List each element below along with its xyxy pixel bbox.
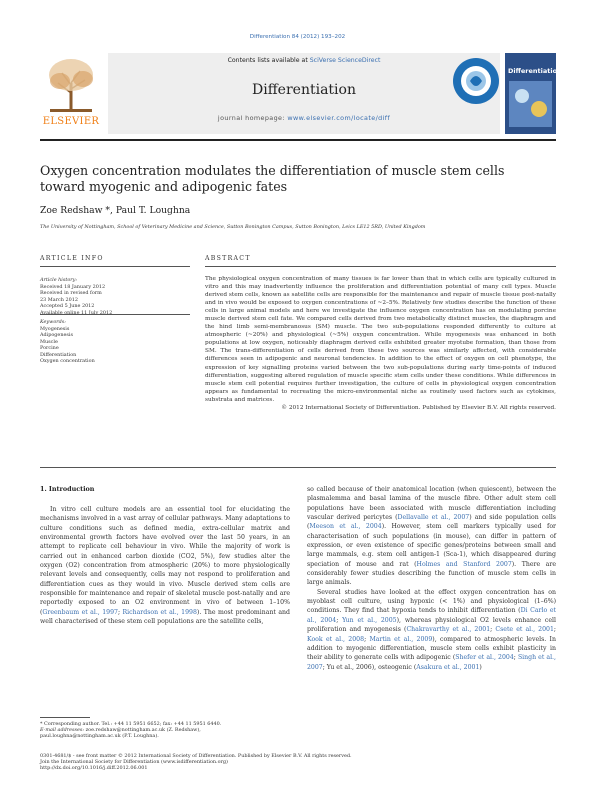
citation-link[interactable]: Kook et al., 2008 [307, 635, 365, 643]
citation-link[interactable]: Singh et al., 2007 [307, 654, 556, 671]
text-run: ). However, stem cell markers typically used for characterisation of such populations (in mouse), can differ in pattern of expression, or even existence of specific genes/proteins between small and large mammals, e.g. stem cell antigen-1 (Sca-1), which disappeared during speciation of mouse and rat ( [307, 523, 556, 568]
article-info-rule [40, 266, 190, 267]
citation-link[interactable]: Dellavalle et al., 2007 [397, 514, 470, 522]
keyword-item: Adipogenesis [40, 332, 73, 338]
keyword-item: Porcine [40, 345, 59, 351]
article-title-line2: toward myogenic and adipogenic fates [40, 179, 288, 194]
left-column [40, 505, 290, 626]
intro-heading: 1. Introduction [40, 485, 95, 493]
journal-citation[interactable]: Differentiation 84 (2012) 193–202 [249, 34, 346, 40]
text-run: Several studies have looked at the effect oxygen concentration has on myoblast cell culture, using hypoxic (< 1%) and physiological (1–6%) conditions. They find that hypoxia tends to inhibit differentiation ( [307, 588, 556, 615]
header-rule [40, 139, 556, 141]
sciencedirect-link[interactable]: SciVerse ScienceDirect [309, 57, 381, 64]
author-list: Zoe Redshaw *, Paul T. Loughna [40, 205, 191, 216]
citation-link[interactable]: Asakura et al., 2001 [416, 663, 480, 671]
bottom-matter [40, 753, 352, 772]
abstract-bottom-rule [40, 467, 556, 468]
keywords-label: Keywords: [40, 319, 66, 325]
abstract-heading: ABSTRACT [205, 255, 251, 262]
history-item: Available online 11 July 2012 [40, 309, 113, 316]
article-title [40, 163, 556, 195]
text-run: ; [336, 616, 343, 624]
contents-prefix: Contents lists available at [227, 57, 310, 64]
citation-link[interactable]: Martin et al., 2009 [369, 635, 433, 643]
text-run: ; [553, 626, 557, 634]
text-run: so called because of their anatomical location (when quiescent), between the plasmalemma and basal lamina of the muscle fibre. Other adult stem cell populations have been associated with muscle differentiation including vascular derived pericytes ( [307, 486, 556, 522]
text-run: In vitro cell culture models are an essential tool for elucidating the mechanisms involved in a vast array of cellular pathways. Many adaptations to culture conditions such as defined media, extra-cellular matrix and environmental growth factors have evolved over the last 50 years, in an attempt to replicate cell behaviour in vivo. While the majority of work is carried out in enhanced carbon dioxide (CO2, 5%), few studies alter the oxygen (O2) concentration from atmospheric (20%) to more physiologically relevant levels and consequently, cells may not respond to proliferation and differentiation cues as they would in vivo. Muscle derived stem cells are responsible for maintenance and repair of skeletal muscle post-natally and are reportedly exposed to an O2 environment in vivo of between 1–10% ( [40, 506, 290, 616]
text-run: ), compared to atmospheric levels. In addition to myogenic differentiation, muscle stem cells exhibit plasticity in their ability to generate cells with adipogenic ( [307, 635, 556, 662]
text-run: ), whereas physiological O2 levels enhance cell proliferation and myogenesis ( [307, 616, 556, 634]
doi-link[interactable]: http://dx.doi.org/10.1016/j.diff.2012.06.001 [40, 765, 148, 772]
keyword-item: Differentiation [40, 351, 77, 358]
email-addresses[interactable]: zoe.redshaw@nottingham.ac.uk (Z. Redshaw), [84, 727, 201, 734]
citation-link[interactable]: Richardson et al., 1998 [122, 608, 197, 616]
footnote-rule [40, 717, 90, 718]
abstract-text: The physiological oxygen concentration of many tissues is far lower than that in which cells are typically cultured in vitro and this may inadvertently influence the proliferation and differentiation potential of many cell types. Muscle derived stem cells, known as satellite cells are responsible for the maintenance and repair of muscle tissue post-natally and in vivo would be exposed to oxygen concentrations of ~2–5%. Relatively few studies describe the function of these cells in large animal models and here we investigate the influence oxygen concentration has on modulating porcine muscle derived stem cell fate. We compared cells derived from two metabolically distinct muscles, the diaphragm and the hind limb semi-membranosus (SM) muscle. The two sub-populations responded differently to culture at atmospheric (~20%) and physiological (~5%) oxygen concentration. While myogenesis was enhanced in both populations at low oxygen, noticeably diaphragm derived cells exhibited greater myotube formation, than those from SM. The trans-differentiation of cells derived from these two sources was similarly affected, with considerable differences seen in adipogenic and neuronal tendencies. In addition to the effect of oxygen on cell phenotype, the expression of key signalling proteins varied between the two sub-populations during early time-points of induced differentiation, suggesting altered regulation of muscle specific stem cells under these conditions. While differences in muscle stem cell potential requires further investigation, the culture of cells in physiological oxygen concentration appears as fundamental to recreating the micro-environmental niche as routinely used factors such as cytokines, substrata and matrices. [205, 276, 556, 403]
join-society-line[interactable]: Join the International Society for Differentiation (www.isdifferentiation.org) [40, 759, 228, 766]
paragraph [40, 505, 290, 626]
text-run: ; Yu et al., 2006), osteogenic ( [322, 663, 417, 671]
keyword-item: Myogenesis [40, 325, 70, 332]
footnotes [40, 721, 290, 740]
citation-link[interactable]: Di Carlo et al., 2004 [307, 607, 556, 624]
article-title-line1: Oxygen concentration modulates the differentiation of muscle stem cells [40, 163, 505, 178]
text-run: ; [490, 626, 496, 634]
text-run: ; [117, 608, 123, 616]
keyword-item: Oxygen concentration [40, 358, 95, 364]
cover-title: Differentiation [508, 67, 562, 75]
history-item: Accepted 5 June 2012 [40, 303, 95, 309]
text-run: ; [364, 635, 370, 643]
homepage-link[interactable]: www.elsevier.com/locate/diff [287, 114, 391, 122]
text-run: ) [479, 663, 482, 671]
citation-link[interactable]: Yun et al., 2005 [342, 616, 397, 624]
article-info-heading: ARTICLE INFO [40, 255, 104, 262]
history-rule [40, 314, 190, 315]
paragraph [307, 485, 556, 588]
history-item: 23 March 2012 [40, 296, 78, 303]
keywords-list [40, 319, 190, 365]
text-run: ). The most predominant and well characterised of these stem cell populations are the satellite cells, [40, 608, 290, 626]
publisher-logo-text: ELSEVIER [42, 116, 100, 127]
homepage-line [108, 114, 500, 122]
abstract-body [205, 275, 556, 412]
right-column [307, 485, 556, 672]
homepage-prefix: journal homepage: [217, 114, 288, 122]
history-item: Received in revised form [40, 290, 102, 296]
abstract-rule [205, 266, 556, 267]
corresponding-author-note: * Corresponding author. Tel.: +44 11 5951 6652; fax: +44 11 5951 6440. [40, 721, 222, 727]
citation-link[interactable]: Meeson et al., 2004 [309, 523, 382, 531]
history-label: Article history: [40, 277, 78, 283]
society-seal-logo [452, 57, 500, 105]
citation-link[interactable]: Csete et al., 2001 [495, 626, 554, 634]
email-label: E-mail addresses: [40, 727, 85, 734]
author-affiliation: The University of Nottingham, School of Veterinary Medicine and Science, Sutton Bonington Campus, Sutton Bonington, Leics LE12 5RD, United Kingdom [40, 224, 426, 230]
abstract-copyright: © 2012 International Society of Differentiation. Published by Elsevier B.V. All rights reserved. [281, 404, 556, 411]
journal-cover-image [505, 53, 562, 134]
contents-line [108, 57, 500, 64]
keyword-item: Muscle [40, 338, 58, 345]
text-run: ; [513, 654, 518, 662]
article-history [40, 277, 190, 316]
citation-link[interactable]: Holmes and Stanford 2007 [416, 560, 512, 568]
paragraph [307, 588, 556, 672]
history-item: Received 18 January 2012 [40, 283, 106, 290]
journal-title: Differentiation [252, 82, 356, 98]
cover-artwork [509, 81, 552, 127]
citation-link[interactable]: Chakravarthy et al., 2001 [406, 626, 491, 634]
citation-link[interactable]: Greenbaum et al., 1997 [42, 608, 118, 616]
email-note-2[interactable]: paul.loughna@nottingham.ac.uk (P.T. Loughna). [40, 733, 159, 740]
text-run: ) and side population cells ( [307, 514, 556, 531]
citation-link[interactable]: Shefer et al., 2004 [455, 654, 514, 662]
text-run: ). There are considerably fewer studies describing the function of muscle stem cells in large animals. [307, 560, 556, 587]
issn-line: 0301-4681/$ - see front matter © 2012 International Society of Differentiation. Published by Elsevier B.V. All rights reserved. [40, 753, 352, 759]
